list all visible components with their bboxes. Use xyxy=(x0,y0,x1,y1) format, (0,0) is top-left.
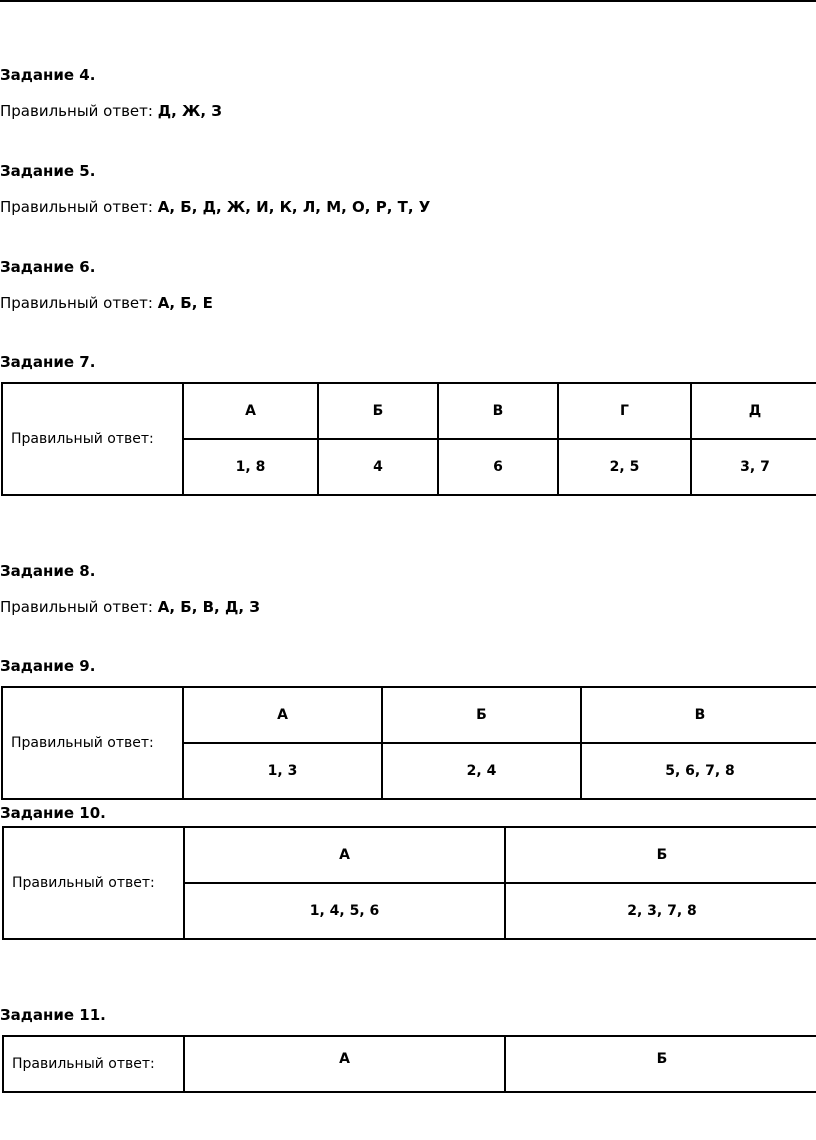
task-8-title: Задание 8. xyxy=(0,562,96,580)
task-5-title: Задание 5. xyxy=(0,162,96,180)
task-6-answer xyxy=(0,294,213,312)
task-11-title: Задание 11. xyxy=(0,1006,106,1024)
top-border-line xyxy=(0,0,816,2)
task-7-title: Задание 7. xyxy=(0,353,96,371)
task-8-answer-label: Правильный ответ: xyxy=(0,598,153,616)
task-9-header-b: Б xyxy=(382,687,581,743)
task-7-value-a: 1, 8 xyxy=(183,439,318,495)
task-9-title: Задание 9. xyxy=(0,657,96,675)
task-5-answer-value: А, Б, Д, Ж, И, К, Л, М, О, Р, Т, У xyxy=(157,198,431,216)
task-9-header-a: А xyxy=(183,687,382,743)
task-5-answer-label: Правильный ответ: xyxy=(0,198,153,216)
task-9-table xyxy=(1,686,816,800)
task-7-value-g: 2, 5 xyxy=(558,439,691,495)
task-11-header-a: А xyxy=(184,1036,505,1092)
task-7-value-d: 3, 7 xyxy=(691,439,816,495)
task-7-value-v: 6 xyxy=(438,439,558,495)
task-9-value-a: 1, 3 xyxy=(183,743,382,799)
task-11-label-cell: Правильный ответ: xyxy=(3,1036,184,1092)
task-6-answer-label: Правильный ответ: xyxy=(0,294,153,312)
task-9-header-v: В xyxy=(581,687,816,743)
task-7-header-v: В xyxy=(438,383,558,439)
task-10-value-b: 2, 3, 7, 8 xyxy=(505,883,816,939)
task-7-header-d: Д xyxy=(691,383,816,439)
task-11-header-b: Б xyxy=(505,1036,816,1092)
task-8-answer-value: А, Б, В, Д, З xyxy=(157,598,260,616)
task-4-answer-value: Д, Ж, З xyxy=(157,102,222,120)
task-10-label-cell: Правильный ответ: xyxy=(3,827,184,939)
task-7-value-b: 4 xyxy=(318,439,438,495)
task-4-answer-label: Правильный ответ: xyxy=(0,102,153,120)
task-11-table xyxy=(2,1035,816,1093)
task-4-title: Задание 4. xyxy=(0,66,96,84)
task-7-table xyxy=(1,382,816,496)
task-10-title: Задание 10. xyxy=(0,804,106,822)
task-7-header-b: Б xyxy=(318,383,438,439)
task-10-header-a: А xyxy=(184,827,505,883)
task-9-label-cell: Правильный ответ: xyxy=(2,687,183,799)
task-10-header-b: Б xyxy=(505,827,816,883)
task-6-answer-value: А, Б, Е xyxy=(157,294,213,312)
task-10-table xyxy=(2,826,816,940)
task-7-label-cell: Правильный ответ: xyxy=(2,383,183,495)
task-7-header-a: А xyxy=(183,383,318,439)
task-7-header-g: Г xyxy=(558,383,691,439)
task-5-answer xyxy=(0,198,430,216)
task-4-answer xyxy=(0,102,222,120)
task-8-answer xyxy=(0,598,260,616)
task-10-value-a: 1, 4, 5, 6 xyxy=(184,883,505,939)
task-9-value-v: 5, 6, 7, 8 xyxy=(581,743,816,799)
task-6-title: Задание 6. xyxy=(0,258,96,276)
task-9-value-b: 2, 4 xyxy=(382,743,581,799)
